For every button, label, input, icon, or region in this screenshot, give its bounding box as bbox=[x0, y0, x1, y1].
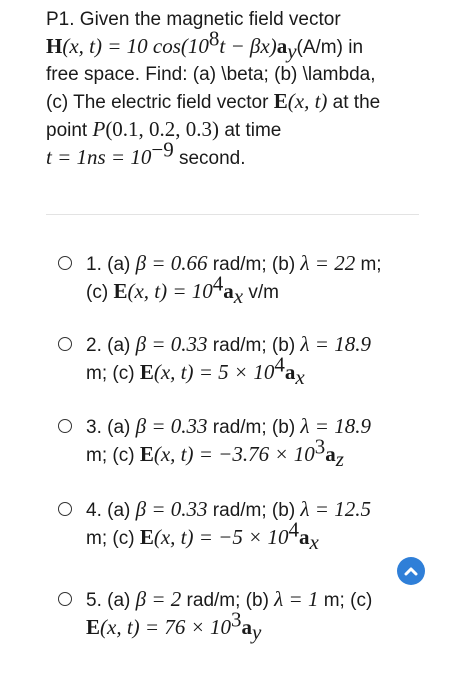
h-symbol: H bbox=[46, 34, 63, 58]
unit-text: rad/m; (b) bbox=[181, 590, 275, 611]
e-args: (x, t) bbox=[287, 89, 328, 113]
e-symbol: E bbox=[273, 89, 288, 113]
e-symbol: E bbox=[139, 360, 154, 384]
option-prefix: 5. (a) bbox=[86, 590, 136, 611]
e-symbol: E bbox=[113, 279, 128, 303]
radio-button-1[interactable] bbox=[58, 256, 72, 270]
exponent: 3 bbox=[231, 607, 242, 632]
unit-text: rad/m; (b) bbox=[207, 335, 301, 356]
time-exp: −9 bbox=[151, 137, 174, 162]
exponent: 3 bbox=[314, 434, 326, 459]
radio-button-2[interactable] bbox=[58, 337, 72, 351]
radio-button-4[interactable] bbox=[58, 502, 72, 516]
option-text bbox=[86, 331, 426, 387]
unit-vector-sub: z bbox=[335, 446, 344, 471]
unit-text: m; (c) bbox=[318, 590, 373, 611]
exponent: 4 bbox=[274, 352, 285, 377]
e-symbol: E bbox=[139, 525, 154, 549]
line4-post: at the bbox=[327, 92, 381, 113]
unit-text: m; bbox=[355, 254, 382, 275]
unit-vector: a bbox=[223, 279, 234, 303]
question-line-1: P1. Given the magnetic field vector bbox=[46, 9, 341, 30]
option-line-2 bbox=[86, 271, 426, 308]
exponent: 4 bbox=[212, 271, 224, 296]
beta-value: β = 0.33 bbox=[135, 497, 208, 521]
unit-vector: a bbox=[299, 525, 310, 549]
scroll-up-button[interactable] bbox=[397, 557, 425, 585]
unit-text: v/m bbox=[243, 282, 279, 303]
answer-option-2[interactable] bbox=[46, 331, 426, 387]
option-text bbox=[86, 250, 426, 306]
beta-value: β = 0.33 bbox=[135, 332, 208, 356]
option-prefix: 3. (a) bbox=[86, 417, 136, 438]
option-line-1 bbox=[86, 331, 426, 359]
radio-button-3[interactable] bbox=[58, 419, 72, 433]
exponent: 4 bbox=[288, 517, 299, 542]
option-line-1 bbox=[86, 496, 426, 524]
time-expr: t = 1ns = 10 bbox=[46, 145, 152, 169]
lambda-value: λ = 18.9 bbox=[300, 414, 371, 438]
option-line-2 bbox=[86, 434, 426, 471]
option-prefix: m; (c) bbox=[86, 445, 140, 466]
unit-vector: a bbox=[241, 615, 252, 639]
chevron-up-icon bbox=[404, 566, 418, 576]
line5-pre: point bbox=[46, 120, 93, 141]
h-unit-vector: a bbox=[276, 34, 288, 58]
option-line-1 bbox=[86, 413, 426, 441]
question-line-2 bbox=[46, 26, 446, 63]
option-text bbox=[86, 496, 426, 552]
answer-option-1[interactable] bbox=[46, 250, 426, 306]
answer-option-5[interactable] bbox=[46, 586, 426, 642]
answer-option-3[interactable] bbox=[46, 413, 426, 469]
question-text bbox=[46, 6, 446, 172]
option-line-1 bbox=[86, 250, 426, 278]
h-exp: 8 bbox=[208, 26, 220, 51]
lambda-value: λ = 12.5 bbox=[300, 497, 371, 521]
lambda-value: λ = 18.9 bbox=[300, 332, 371, 356]
question-line-3: free space. Find: (a) \beta; (b) \lambda, bbox=[46, 64, 376, 85]
option-line-1 bbox=[86, 586, 426, 614]
p-args: (0.1, 0.2, 0.3) bbox=[105, 117, 220, 141]
answer-option-4[interactable] bbox=[46, 496, 426, 552]
option-line-2 bbox=[86, 517, 426, 554]
line5-post: at time bbox=[219, 120, 282, 141]
p-symbol: P bbox=[92, 117, 106, 141]
e-expression: (x, t) = 5 × 10 bbox=[153, 360, 275, 384]
h-unit-sub: y bbox=[287, 38, 297, 63]
lambda-value: λ = 22 bbox=[300, 251, 356, 275]
lambda-value: λ = 1 bbox=[274, 587, 319, 611]
unit-vector: a bbox=[325, 442, 336, 466]
e-expression: (x, t) = −5 × 10 bbox=[153, 525, 289, 549]
option-text bbox=[86, 586, 426, 642]
question-line-5 bbox=[46, 116, 446, 144]
h-unit: (A/m) in bbox=[296, 37, 364, 58]
unit-vector-sub: x bbox=[295, 364, 305, 389]
option-line-2 bbox=[86, 607, 426, 644]
unit-vector: a bbox=[284, 360, 296, 384]
beta-value: β = 2 bbox=[135, 587, 182, 611]
unit-vector-sub: x bbox=[233, 283, 244, 308]
e-symbol: E bbox=[86, 615, 101, 639]
question-line-4 bbox=[46, 88, 446, 116]
beta-value: β = 0.66 bbox=[135, 251, 208, 275]
line4-pre: (c) The electric field vector bbox=[46, 92, 274, 113]
e-symbol: E bbox=[139, 442, 154, 466]
unit-vector-sub: y bbox=[252, 619, 262, 644]
option-prefix: 2. (a) bbox=[86, 335, 136, 356]
option-prefix: m; (c) bbox=[86, 363, 140, 384]
e-expression: (x, t) = −3.76 × 10 bbox=[153, 442, 315, 466]
divider bbox=[46, 214, 419, 215]
option-text bbox=[86, 413, 426, 469]
option-prefix: (c) bbox=[86, 282, 114, 303]
h-mid: t − βx) bbox=[219, 34, 277, 58]
option-line-2 bbox=[86, 352, 426, 389]
option-prefix: 4. (a) bbox=[86, 500, 136, 521]
e-expression: (x, t) = 10 bbox=[127, 279, 213, 303]
beta-value: β = 0.33 bbox=[135, 414, 208, 438]
question-line-6 bbox=[46, 137, 446, 172]
unit-vector-sub: x bbox=[309, 529, 319, 554]
e-expression: (x, t) = 76 × 10 bbox=[100, 615, 231, 639]
unit-text: rad/m; (b) bbox=[207, 500, 301, 521]
option-prefix: 1. (a) bbox=[86, 254, 136, 275]
option-prefix: m; (c) bbox=[86, 528, 140, 549]
radio-button-5[interactable] bbox=[58, 592, 72, 606]
unit-text: rad/m; (b) bbox=[207, 417, 301, 438]
unit-text: rad/m; (b) bbox=[207, 254, 301, 275]
line6-post: second. bbox=[173, 148, 246, 169]
h-args: (x, t) = 10 cos(10 bbox=[62, 34, 209, 58]
